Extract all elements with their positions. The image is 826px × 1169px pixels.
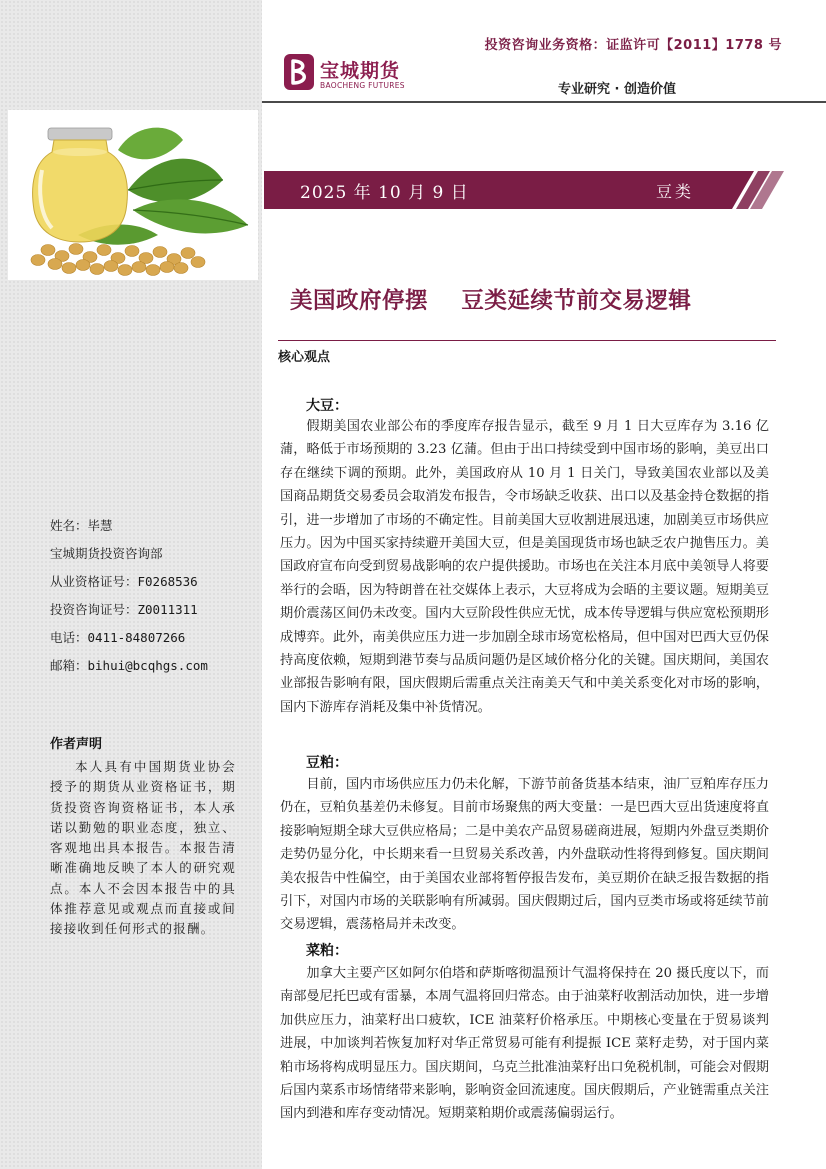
section-heading-soybean: 大豆： <box>306 398 348 414</box>
qualification-text: 投资咨询业务资格：证监许可【2011】1778 号 <box>484 38 782 53</box>
soybean-oil-photo <box>8 110 258 280</box>
author-cert-no: 从业资格证号：F0268536 <box>50 574 198 589</box>
declaration-body: 本人具有中国期货业协会授予的期货从业资格证书，期货投资咨询资格证书，本人承诺以勤勉的职业态度，独立、客观地出具本报告。本报告清晰准确地反映了本人的研究观点。本人不会因本报告中的具体推荐意见或观点而直接或间接接收到任何形式的报酬。 <box>50 759 236 937</box>
section-body-soymeal: 目前，国内市场供应压力仍未化解，下游节前备货基本结束，油厂豆粕库存压力仍在，豆粕负基差仍未修复。目前市场聚焦的两大变量：一是巴西大豆出货速度将直接影响短期全球大豆供应格局；二是中美农产品贸易磋商进展，短期内外盘豆类期价走势仍显分化，中长期来看一旦贸易关系改善，内外盘联动性将得到修复。国庆期间美农报告中性偏空，由于美国农业部将暂停报告发布，美豆期价在缺乏报告数据的指引下，对国内市场的关联影响有所减弱。国庆假期过后，国内豆类市场或将延续节前交易逻辑，震荡格局并未改变。 <box>280 777 769 933</box>
author-info <box>50 512 208 680</box>
report-category: 豆类 <box>656 182 695 201</box>
declaration-title: 作者声明 <box>50 737 103 752</box>
logo-text: 宝城期货 <box>320 60 401 82</box>
author-consult-no: 投资咨询证号：Z0011311 <box>50 602 198 617</box>
section-body-rapeseed-meal: 加拿大主要产区如阿尔伯塔和萨斯喀彻温预计气温将保持在 20 摄氏度以下，而南部曼尼托巴或有雷暴，本周气温将回归常态。由于油菜籽收割活动加快，进一步增加供应压力，油菜籽出口疲软，ICE 油菜籽价格承压。中期核心变量在于贸易谈判进展，中加谈判若恢复加籽对华正常贸易可能有利提振 ICE 菜籽走势，对于国内菜粕市场将构成明显压力。国庆期间，乌克兰批准油菜籽出口免税机制，可能会对假期后国内菜系市场情绪带来影响，影响资金回流速度。国庆假期后，产业链需重点关注国内到港和库存变动情况。短期菜粕期价或震荡偏弱运行。 <box>280 966 769 1122</box>
section-body-soybean: 假期美国农业部公布的季度库存报告显示，截至 9 月 1 日大豆库存为 3.16 亿蒲，略低于市场预期的 3.23 亿蒲。但由于出口持续受到中国市场的影响，美豆出口存在继续下调的预期。此外，美国政府从 10 月 1 日关门，导致美国农业部以及美国商品期货交易委员会取消发布报告，令市场缺乏收获、出口以及基金持仓数据的指引，进一步增加了市场的不确定性。目前美国大豆收割进展迅速，加剧美豆市场供应压力。因为中国买家持续避开美国大豆，但是美国现货市场也缺乏农户抛售压力。美国政府宣布向受到贸易战影响的农户提供援助。市场也在关注本月底中美领导人将要举行的会晤，因为特朗普在社交媒体上表示，大豆将成为会晤的主要议题。短期美豆期价震荡区间仍未改变。国内大豆阶段性供应无忧，成本传导逻辑与供应宽松预期形成博弈。此外，南美供应压力进一步加剧全球市场宽松格局，但中国对巴西大豆仍保持高度依赖，短期到港节奏与品质问题仍是区域价格分化的关键。国庆期间，美国农业部报告影响有限，国庆假期后需重点关注南美天气和中美关系变化对市场的影响，国内下游库存消耗及集中补货情况。 <box>280 419 769 715</box>
author-phone: 电话：0411-84807266 <box>50 630 186 645</box>
title-divider <box>278 340 776 341</box>
header-divider <box>262 101 826 103</box>
section-heading-rapeseed-meal: 菜粕： <box>306 943 348 959</box>
report-title: 美国政府停摆 豆类延续节前交易逻辑 <box>290 288 692 314</box>
report-date: 2025 年 10 月 9 日 <box>300 183 469 203</box>
section-heading-soymeal: 豆粕： <box>306 755 348 771</box>
author-name: 姓名：毕慧 <box>50 518 113 533</box>
author-email: 邮箱：bihui@bcqhgs.com <box>50 658 208 673</box>
author-dept: 宝城期货投资咨询部 <box>50 546 163 561</box>
slogan: 专业研究 · 创造价值 <box>558 82 676 97</box>
key-view-label: 核心观点 <box>278 350 331 365</box>
logo-subtext: BAOCHENG FUTURES <box>320 81 405 90</box>
